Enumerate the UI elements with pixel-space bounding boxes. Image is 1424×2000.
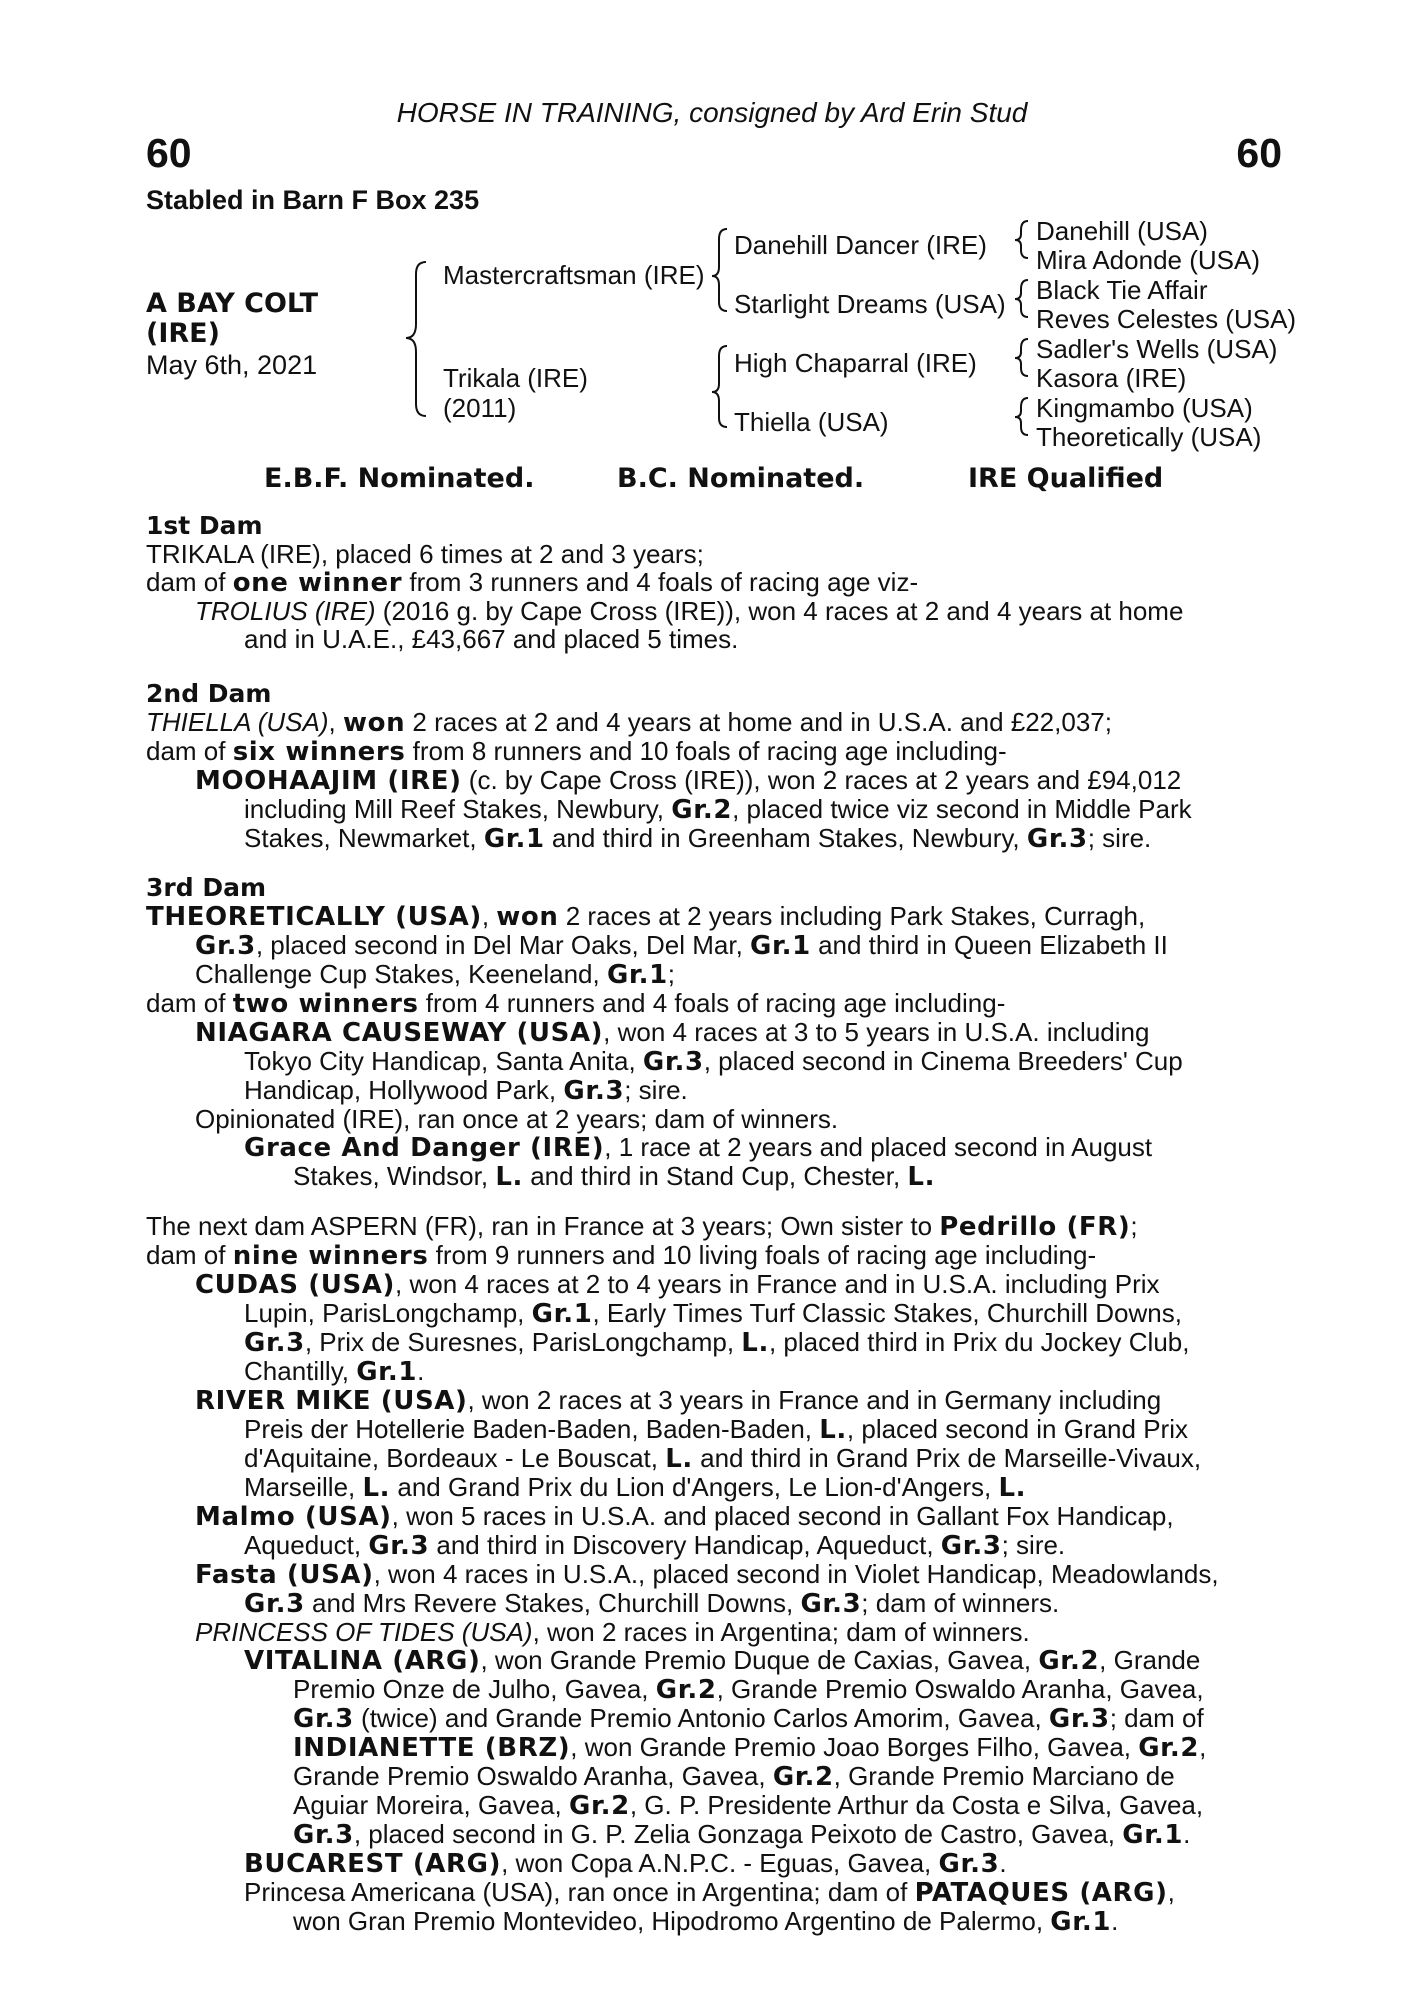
pedigree-sds: Black Tie Affair (1036, 275, 1208, 305)
next-dam-foal: RIVER MIKE (USA), won 2 races at 3 years in France and in Germany including (195, 1385, 1162, 1416)
lot-number-right: 60 (1236, 130, 1282, 176)
second-dam-foal: MOOHAAJIM (IRE) (c. by Cape Cross (IRE)), won 2 races at 2 years and £94,012 (195, 765, 1182, 796)
next-dam-foal: PRINCESS OF TIDES (USA), won 2 races in Argentina; dam of winners. (195, 1617, 1030, 1647)
third-dam-grandfoal-cont: Stakes, Windsor, L. and third in Stand Cup, Chester, L. (293, 1161, 936, 1192)
third-dam-produce: dam of two winners from 4 runners and 4 foals of racing age including- (146, 988, 1006, 1019)
third-dam-foal-cont: Handicap, Hollywood Park, Gr.3; sire. (244, 1075, 688, 1106)
pedigree-sss: Danehill (USA) (1036, 216, 1208, 246)
next-dam-grandfoal-cont: Gr.3, placed second in G. P. Zelia Gonzaga Peixoto de Castro, Gavea, Gr.1. (293, 1819, 1191, 1850)
third-dam-line: THEORETICALLY (USA), won 2 races at 2 years including Park Stakes, Curragh, (146, 901, 1146, 932)
third-dam-heading: 3rd Dam (146, 873, 266, 902)
next-dam-grandfoal-cont: Gr.3 (twice) and Grande Premio Antonio Carlos Amorim, Gavea, Gr.3; dam of (293, 1703, 1204, 1734)
pedigree-sire-sire: Danehill Dancer (IRE) (734, 230, 987, 260)
first-dam-heading: 1st Dam (146, 511, 263, 540)
first-dam-foal: TROLIUS (IRE) (2016 g. by Cape Cross (IRE)), won 4 races at 2 and 4 years at home (195, 596, 1184, 626)
next-dam-foal: Fasta (USA), won 4 races in U.S.A., placed second in Violet Handicap, Meadowlands, (195, 1559, 1219, 1590)
ebf-nomination: E.B.F. Nominated. (264, 463, 535, 494)
next-dam-grandfoal: BUCAREST (ARG), won Copa A.N.P.C. - Eguas, Gavea, Gr.3. (244, 1848, 1007, 1879)
next-dam-foal-cont: Gr.3, Prix de Suresnes, ParisLongchamp, L., placed third in Prix du Jockey Club, (244, 1327, 1190, 1358)
next-dam-foal-cont: Aqueduct, Gr.3 and third in Discovery Handicap, Aqueduct, Gr.3; sire. (244, 1530, 1066, 1561)
pedigree-dss: Sadler's Wells (USA) (1036, 334, 1278, 364)
third-dam-foal: Opinionated (IRE), ran once at 2 years; dam of winners. (195, 1104, 839, 1134)
third-dam-line-cont: Gr.3, placed second in Del Mar Oaks, Del Mar, Gr.1 and third in Queen Elizabeth II (195, 930, 1168, 961)
next-dam-foal: CUDAS (USA), won 4 races at 2 to 4 years in France and in U.S.A. including Prix (195, 1269, 1160, 1300)
next-dam-grandfoal-cont: Premio Onze de Julho, Gavea, Gr.2, Grande Premio Oswaldo Aranha, Gavea, (293, 1674, 1204, 1705)
next-dam-foal-cont: Marseille, L. and Grand Prix du Lion d'Angers, Le Lion-d'Angers, L. (244, 1472, 1027, 1503)
next-dam-foal-cont: Preis der Hotellerie Baden-Baden, Baden-Baden, L., placed second in Grand Prix (244, 1414, 1188, 1445)
horse-description: A BAY COLT (146, 288, 319, 319)
horse-dob: May 6th, 2021 (146, 350, 318, 380)
pedigree-sire: Mastercraftsman (IRE) (443, 260, 705, 290)
next-dam-foal-cont: d'Aquitaine, Bordeaux - Le Bouscat, L. and third in Grand Prix de Marseille-Vivaux, (244, 1443, 1202, 1474)
second-dam-heading: 2nd Dam (146, 679, 272, 708)
next-dam-grandfoal: Princesa Americana (USA), ran once in Argentina; dam of PATAQUES (ARG), (244, 1877, 1175, 1908)
horse-country: (IRE) (146, 318, 220, 349)
pedigree-dsd: Kasora (IRE) (1036, 363, 1187, 393)
next-dam-grandfoal-cont: Grande Premio Oswaldo Aranha, Gavea, Gr.2, Grande Premio Marciano de (293, 1761, 1175, 1792)
pedigree-dam: Trikala (IRE) (443, 363, 588, 393)
pedigree-dds: Kingmambo (USA) (1036, 393, 1253, 423)
next-dam-produce: dam of nine winners from 9 runners and 10 living foals of racing age including- (146, 1240, 1097, 1271)
pedigree-sire-dam: Starlight Dreams (USA) (734, 289, 1006, 319)
second-dam-foal-cont: including Mill Reef Stakes, Newbury, Gr.2, placed twice viz second in Middle Park (244, 794, 1192, 825)
next-dam-grandfoal-cont: INDIANETTE (BRZ), won Grande Premio Joao Borges Filho, Gavea, Gr.2, (293, 1732, 1207, 1763)
first-dam-produce: dam of one winner from 3 runners and 4 foals of racing age viz- (146, 567, 919, 598)
next-dam-foal-cont: Gr.3 and Mrs Revere Stakes, Churchill Downs, Gr.3; dam of winners. (244, 1588, 1060, 1619)
third-dam-section (146, 874, 1280, 1191)
next-dam-line: The next dam ASPERN (FR), ran in France at 3 years; Own sister to Pedrillo (FR); (146, 1211, 1138, 1242)
second-dam-section (146, 680, 1280, 853)
lot-number-left: 60 (146, 130, 192, 176)
first-dam-foal-cont: and in U.A.E., £43,667 and placed 5 times. (244, 624, 739, 654)
next-dam-foal: Malmo (USA), won 5 races in U.S.A. and placed second in Gallant Fox Handicap, (195, 1501, 1174, 1532)
next-dam-foal-cont: Lupin, ParisLongchamp, Gr.1, Early Times Turf Classic Stakes, Churchill Downs, (244, 1298, 1182, 1329)
first-dam-line: TRIKALA (IRE), placed 6 times at 2 and 3 years; (146, 539, 704, 569)
second-dam-produce: dam of six winners from 8 runners and 10 foals of racing age including- (146, 736, 1007, 767)
third-dam-foal-cont: Tokyo City Handicap, Santa Anita, Gr.3, placed second in Cinema Breeders' Cup (244, 1046, 1183, 1077)
next-dam-grandfoal: VITALINA (ARG), won Grande Premio Duque de Caxias, Gavea, Gr.2, Grande (244, 1645, 1201, 1676)
next-dam-section (146, 1212, 1280, 1936)
pedigree-ssd: Mira Adonde (USA) (1036, 245, 1260, 275)
pedigree-dam-sire: High Chaparral (IRE) (734, 348, 977, 378)
pedigree-dam-dam: Thiella (USA) (734, 407, 889, 437)
second-dam-foal-cont: Stakes, Newmarket, Gr.1 and third in Greenham Stakes, Newbury, Gr.3; sire. (244, 823, 1152, 854)
catalogue-header: HORSE IN TRAINING, consigned by Ard Erin Stud (396, 97, 1028, 128)
third-dam-line-cont: Challenge Cup Stakes, Keeneland, Gr.1; (195, 959, 676, 990)
first-dam-section (146, 512, 1280, 653)
pedigree-ddd: Theoretically (USA) (1036, 422, 1262, 452)
next-dam-foal-cont: Chantilly, Gr.1. (244, 1356, 425, 1387)
pedigree-dam-year: (2011) (443, 393, 517, 423)
pedigree-sdd: Reves Celestes (USA) (1036, 304, 1297, 334)
stabling-info: Stabled in Barn F Box 235 (146, 185, 480, 215)
bc-nomination: B.C. Nominated. (617, 463, 865, 494)
next-dam-grandfoal-cont: won Gran Premio Montevideo, Hipodromo Argentino de Palermo, Gr.1. (293, 1906, 1119, 1937)
second-dam-line: THIELLA (USA), won 2 races at 2 and 4 years at home and in U.S.A. and £22,037; (146, 707, 1112, 738)
next-dam-grandfoal-cont: Aguiar Moreira, Gavea, Gr.2, G. P. Presidente Arthur da Costa e Silva, Gavea, (293, 1790, 1204, 1821)
third-dam-foal: NIAGARA CAUSEWAY (USA), won 4 races at 3 to 5 years in U.S.A. including (195, 1017, 1150, 1048)
ire-qualified: IRE Qualified (968, 463, 1164, 494)
third-dam-grandfoal: Grace And Danger (IRE), 1 race at 2 years and placed second in August (244, 1132, 1153, 1163)
